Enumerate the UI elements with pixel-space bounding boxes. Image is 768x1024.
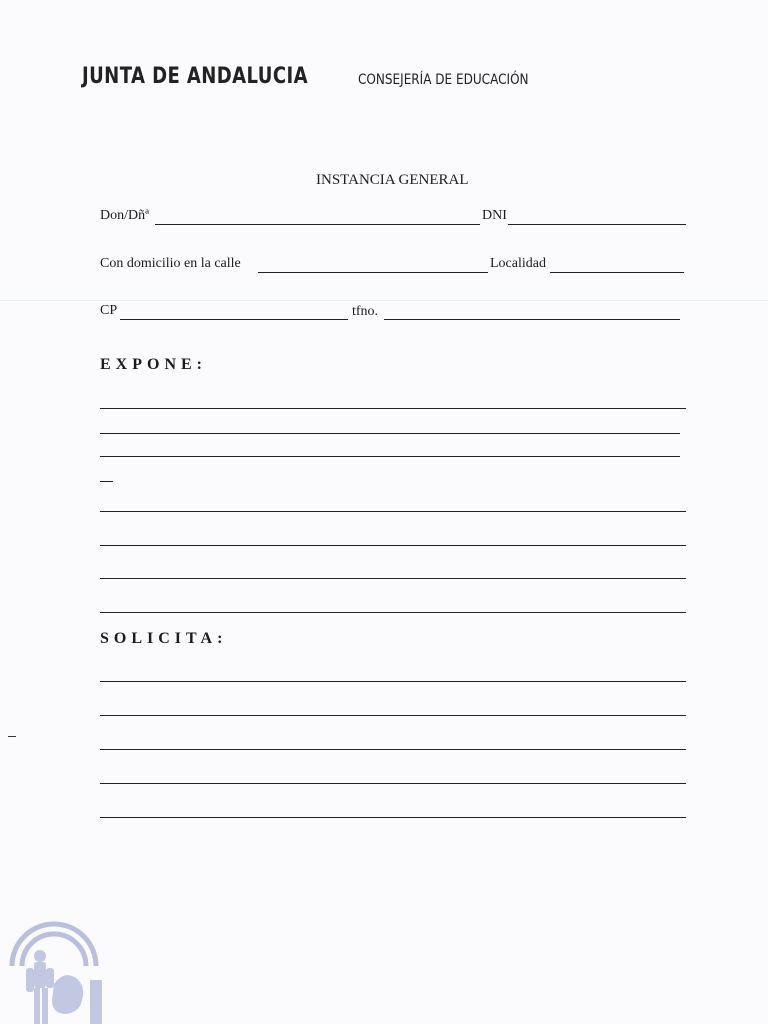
solicita-heading: SOLICITA: [100,630,228,647]
solicita-line[interactable] [100,817,686,818]
scan-mark [8,736,16,737]
expone-line[interactable] [100,456,680,457]
phone-field[interactable] [384,319,680,320]
cp-field[interactable] [120,319,348,320]
locality-field[interactable] [550,272,684,273]
expone-line[interactable] [100,433,680,434]
street-field[interactable] [258,272,488,273]
expone-line[interactable] [100,578,686,579]
solicita-line[interactable] [100,715,686,716]
dni-label: DNI [482,208,507,223]
solicita-line[interactable] [100,749,686,750]
expone-heading: EXPONE: [100,356,207,373]
name-field[interactable] [155,224,480,225]
locality-label: Localidad [490,256,546,271]
expone-line[interactable] [100,545,686,546]
phone-label: tfno. [352,304,379,319]
name-label: Don/Dñª [100,208,149,223]
expone-line-stub [100,481,113,482]
solicita-line[interactable] [100,783,686,784]
solicita-line[interactable] [100,681,686,682]
expone-line[interactable] [100,612,686,613]
department-name: CONSEJERÍA DE EDUCACIÓN [358,72,529,88]
scan-artifact-line [0,300,768,301]
form-title: INSTANCIA GENERAL [316,172,469,188]
cp-label: CP [100,303,118,318]
expone-line[interactable] [100,408,686,409]
org-logo-text: JUNTA DE ANDALUCIA [82,64,308,89]
junta-andalucia-seal-icon [6,896,102,1024]
dni-field[interactable] [508,224,686,225]
expone-line[interactable] [100,511,686,512]
street-label: Con domicilio en la calle [100,256,241,271]
